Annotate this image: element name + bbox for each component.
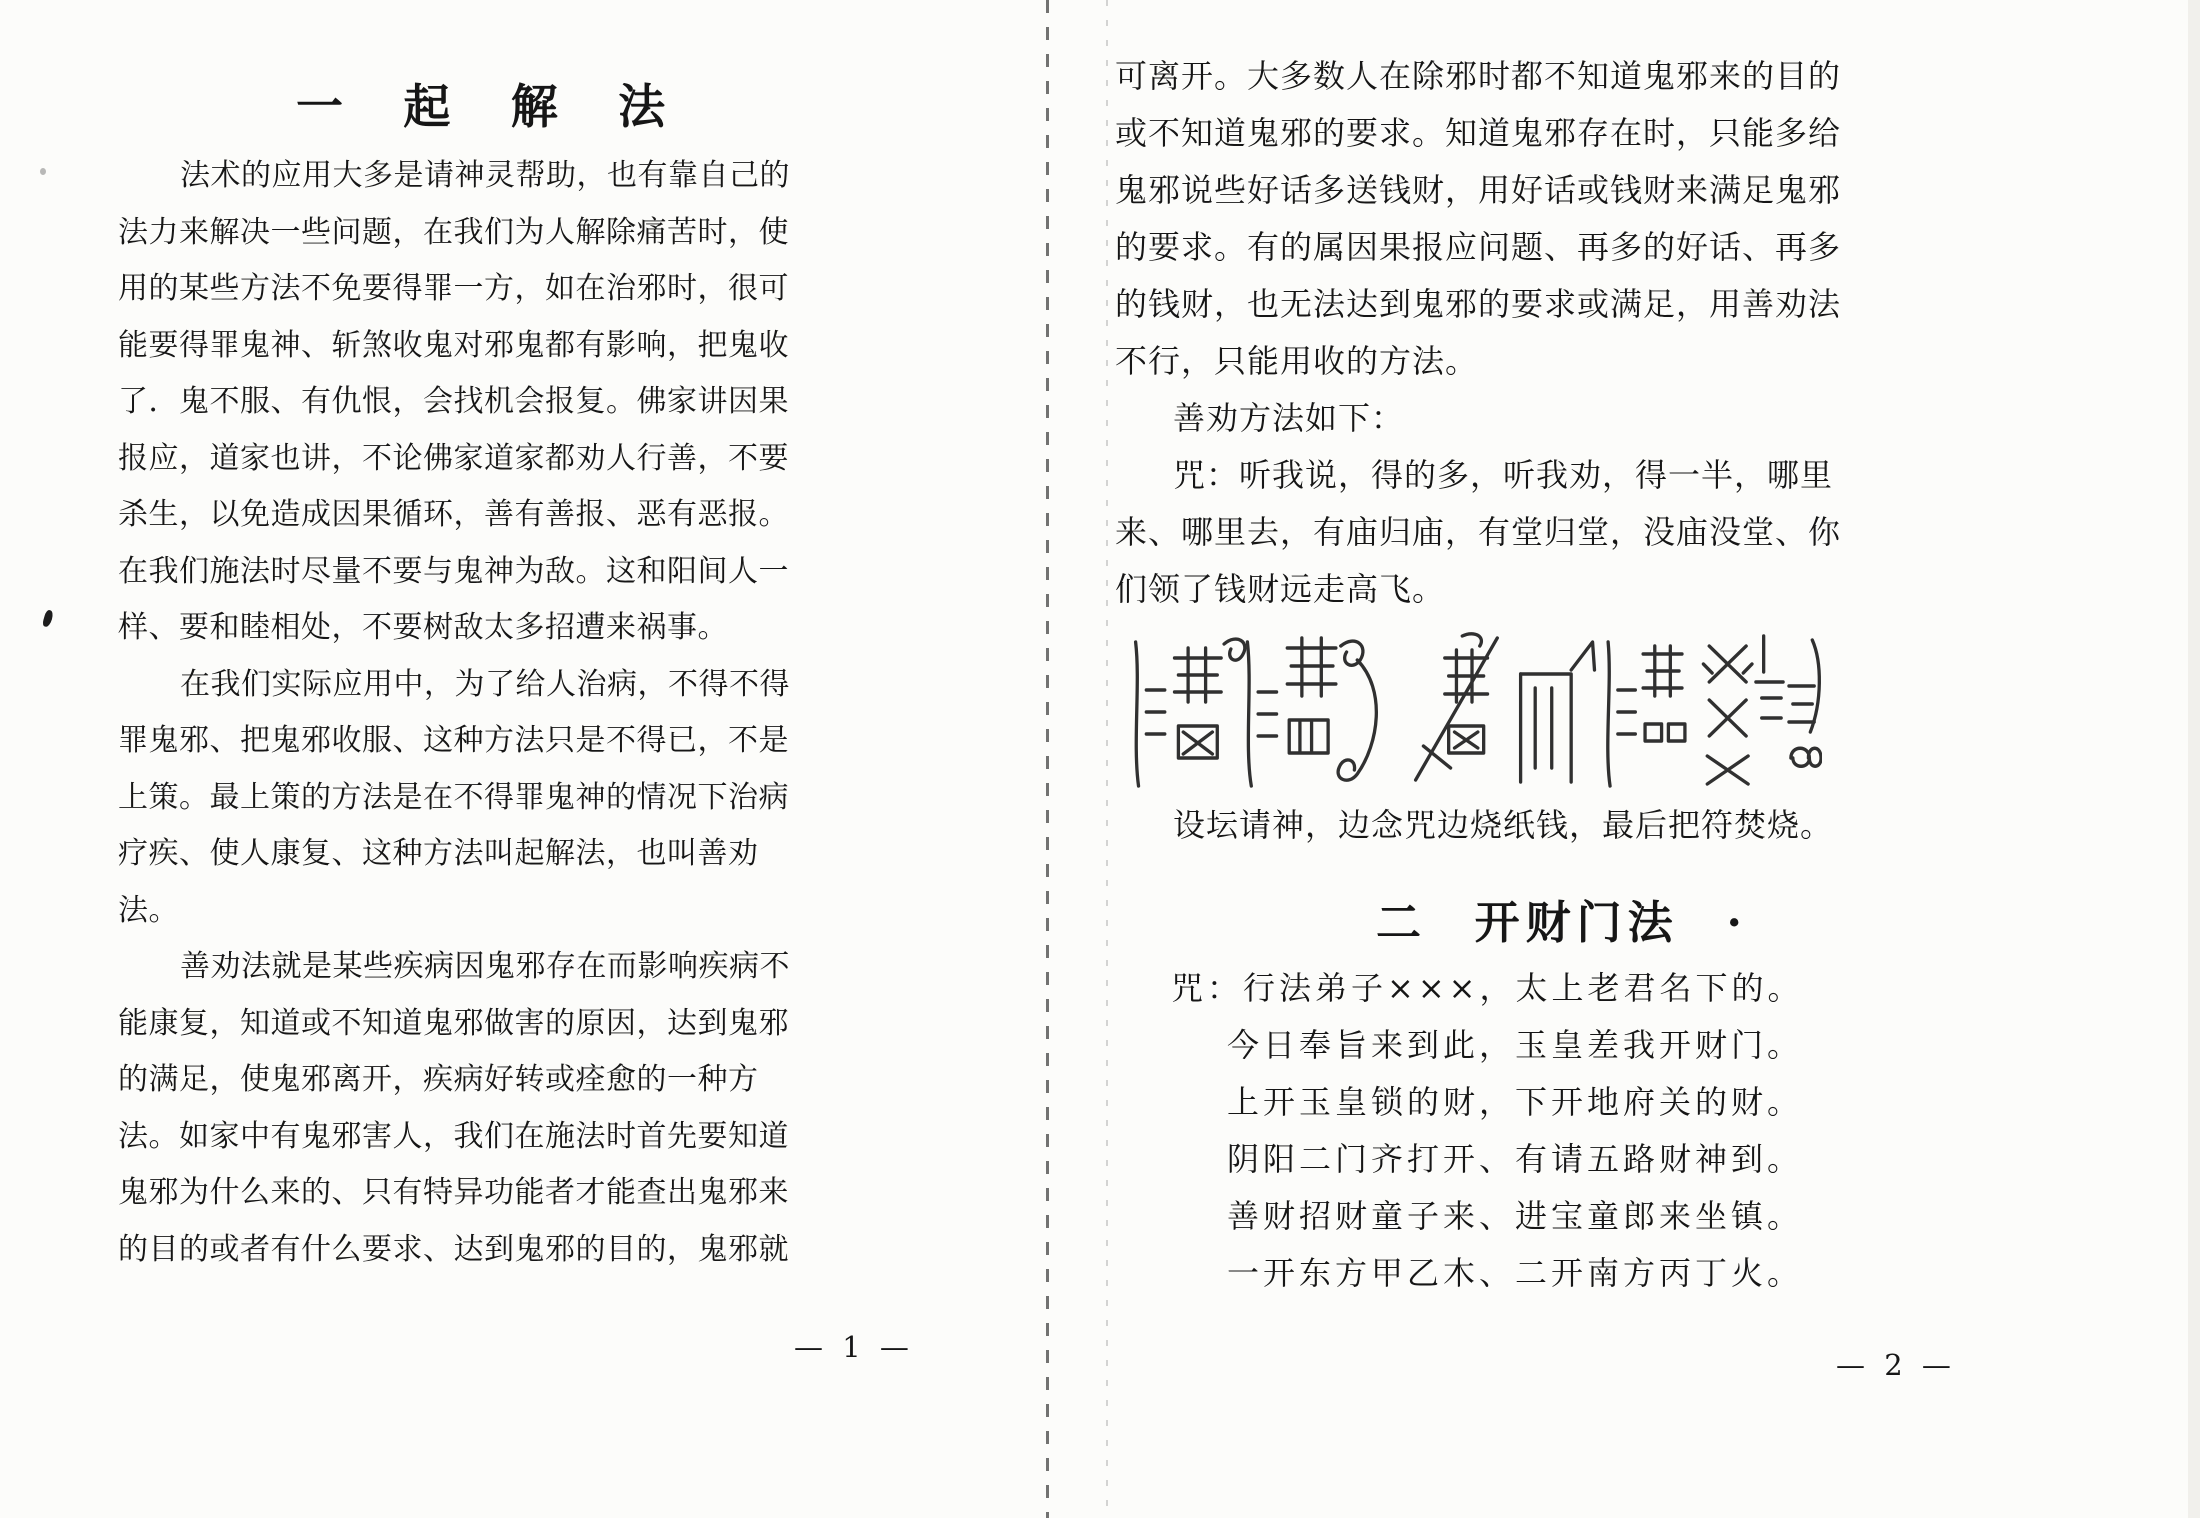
incantation-line: 今日奉旨来到此，玉皇差我开财门。 [1227,1026,1804,1064]
body-line: 们领了钱财远走高飞。 [1115,570,1446,608]
body-line: 的钱财，也无法达到鬼邪的要求或满足，用善劝法 [1115,285,1842,323]
body-line: 的目的或者有什么要求、达到鬼邪的目的，鬼邪就 [118,1231,789,1267]
page-edge-line [1106,0,1108,1518]
talisman-symbols-icon [1122,622,1822,802]
body-line: 法。如家中有鬼邪害人，我们在施法时首先要知道 [118,1118,789,1154]
scan-edge-shading [2188,0,2200,1518]
body-line: 在我们施法时尽量不要与鬼神为敌。这和阳间人一 [118,553,789,589]
body-line: 的要求。有的属因果报应问题、再多的好话、再多 [1115,228,1842,266]
body-line: 能康复，知道或不知道鬼邪做害的原因，达到鬼邪 [118,1005,789,1041]
incantation-line: 阴阳二门齐打开、有请五路财神到。 [1227,1140,1804,1178]
body-line: 了．鬼不服、有仇恨，会找机会报复。佛家讲因果 [118,384,789,419]
body-line: 罪鬼邪、把鬼邪收服、这种方法只是不得已，不是 [118,723,789,758]
body-line: 来、哪里去，有庙归庙，有堂归堂，没庙没堂、你 [1115,513,1842,551]
talisman-3 [1416,634,1498,780]
right-page-number: — 2 — [1836,1348,1956,1382]
incantation-line: 咒：行法弟子×××，太上老君名下的。 [1171,969,1804,1007]
body-line: 法力来解决一些问题，在我们为人解除痛苦时，使 [118,214,789,250]
body-line: 能要得罪鬼神、斩煞收鬼对邪鬼都有影响，把鬼收 [118,327,789,363]
talisman-caption: 设坛请神，边念咒边烧纸钱，最后把符焚烧。 [1173,806,1834,844]
body-line: 样、要和睦相处，不要树敌太多招遭来祸事。 [118,610,728,645]
right-page-body [1115,48,1845,618]
body-line: 疗疾、使人康复、这种方法叫起解法，也叫善劝 [118,836,759,871]
body-line: 不行，只能用收的方法。 [1115,342,1479,380]
incantation-line: 上开玉皇锁的财，下开地府关的财。 [1227,1083,1804,1121]
incantation-line: 善财招财童子来、进宝童郎来坐镇。 [1227,1197,1804,1235]
ink-speck [40,168,46,175]
body-line: 报应，道家也讲，不论佛家道家都劝人行善，不要 [118,440,789,476]
talisman-5 [1608,642,1685,786]
body-line: 可离开。大多数人在除邪时都不知道鬼邪来的目的 [1115,57,1842,95]
left-page-title: 一 起 解 法 [296,80,673,135]
body-line: 在我们实际应用中，为了给人治病，不得不得 [180,666,790,702]
body-line: 鬼邪说些好话多送钱财，用好话或钱财来满足鬼邪 [1115,171,1842,209]
left-page-body [118,148,790,1278]
talisman-1 [1136,639,1245,786]
body-line: 鬼邪为什么来的、只有特异功能者才能查出鬼邪来 [118,1175,789,1210]
body-line: 的满足，使鬼邪离开，疾病好转或痊愈的一种方 [118,1062,759,1097]
ink-speck [42,609,54,628]
body-line: 法术的应用大多是请神灵帮助，也有靠自己的 [180,158,790,193]
right-section-title: 二 开财门法 · [1376,896,1748,949]
page-binding-dashed-line [1046,0,1049,1518]
body-line: 善劝方法如下： [1173,399,1405,437]
incantation-line: 一开东方甲乙木、二开南方丙丁火。 [1227,1254,1804,1292]
talisman-2 [1247,638,1376,786]
body-line: 善劝法就是某些疾病因鬼邪存在而影响疾病不 [180,949,790,984]
body-line: 或不知道鬼邪的要求。知道鬼邪存在时，只能多给 [1115,114,1842,152]
left-page-number: — 1 — [794,1330,914,1364]
talisman-4 [1521,642,1595,782]
body-line: 杀生，以免造成因果循环，善有善报、恶有恶报。 [118,497,789,532]
body-line: 上策。最上策的方法是在不得罪鬼神的情况下治病 [118,779,789,815]
talisman-6 [1703,646,1752,784]
body-line: 咒：听我说，得的多，听我劝，得一半，哪里 [1173,456,1834,494]
incantation-block [1115,960,1855,1302]
body-line: 用的某些方法不免要得罪一方，如在治邪时，很可 [118,271,789,306]
talisman-7 [1756,636,1821,766]
body-line: 法。 [118,892,179,928]
